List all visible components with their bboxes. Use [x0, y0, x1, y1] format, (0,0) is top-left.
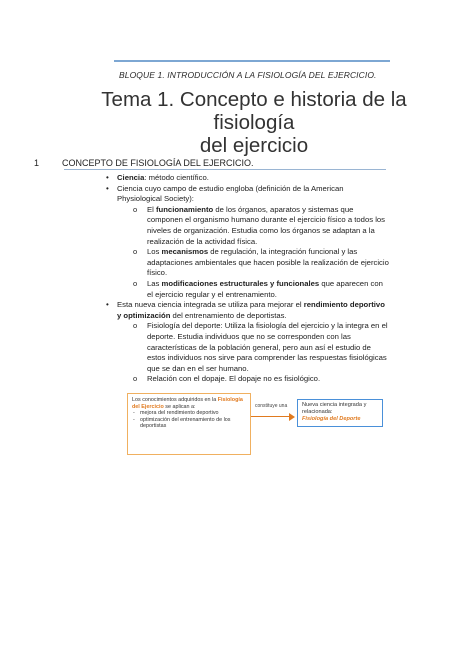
body-content	[0, 173, 474, 385]
sub-bullet-marker: o	[133, 374, 138, 384]
bullet-campo	[0, 184, 389, 205]
arrow-label: constituye una	[255, 403, 288, 409]
sub-bullet-marker: o	[133, 247, 138, 257]
bullet-ciencia	[0, 173, 389, 184]
sub-bullet-fisiologia-deporte	[0, 321, 389, 374]
section-rule	[64, 169, 386, 170]
section-heading	[34, 158, 254, 168]
sub2-bold: mecanismos	[161, 247, 209, 257]
dash-marker: -	[133, 410, 135, 417]
sub-bullet-marker: o	[133, 204, 138, 214]
sub4-text: Fisiología del deporte: Utiliza la fisiología del ejercicio y la integra en el deporte. Estudia individuos que no se corresponden con las características de la población general, pero aun así el estudio de estos individuos nos sirve para comprender las respuestas fisiológicas que se dan en el ser humano.	[147, 321, 388, 373]
nueva-bold: rendimiento deportivo y optimización	[117, 300, 385, 320]
bullet-dot: •	[106, 183, 109, 193]
bloque-header: BLOQUE 1. INTRODUCCIÓN A LA FISIOLOGÍA DEL EJERCICIO.	[119, 70, 377, 80]
left-item-text: optimización del entrenamiento de los deportistas	[140, 416, 231, 430]
diagram-left-box	[127, 393, 251, 455]
sub1-pre: El	[147, 204, 156, 214]
diagram-right-box	[297, 399, 383, 427]
section-number: 1	[34, 158, 40, 168]
sub3-pre: Las	[147, 278, 162, 288]
sub5-text: Relación con el dopaje. El dopaje no es fisiológico.	[147, 374, 321, 384]
left-highlight: Fisiología del Ejercicio	[132, 397, 243, 410]
sub-bullet-marker: o	[133, 278, 138, 288]
sub-bullet-dopaje	[0, 374, 389, 385]
title-line-2: del ejercicio	[199, 134, 309, 157]
section-title: CONCEPTO DE FISIOLOGÍA DEL EJERCICIO.	[62, 158, 254, 168]
diagram-arrow	[251, 403, 297, 425]
ciencia-rest: : método científico.	[144, 173, 209, 182]
left-intro: Los conocimientos adquiridos en la	[132, 397, 217, 403]
bullet-dot: •	[106, 173, 109, 182]
sub1-bold: funcionamiento	[155, 204, 214, 214]
left-item-text: mejora del rendimiento deportivo	[140, 410, 219, 417]
nueva-rest: del entrenamiento de deportistas.	[170, 310, 287, 320]
sub-bullet-funcionamiento	[0, 205, 389, 247]
dash-marker: -	[133, 416, 135, 423]
concept-diagram	[127, 393, 385, 458]
sub-bullet-mecanismos	[0, 247, 389, 279]
arrow-head-icon	[289, 413, 295, 421]
sub-bullet-modificaciones	[0, 279, 389, 300]
title-line-1: Tema 1. Concepto e historia de la fisiología	[101, 88, 407, 134]
ciencia-bold: Ciencia	[117, 173, 145, 182]
sub1-rest: de los órganos, aparatos y sistemas que componen el organismo humano durante el ejercicio físico a todos los niveles de organización. Estudia como los órganos se adaptan a la realización de la actividad física.	[147, 204, 386, 246]
left-item	[132, 410, 246, 417]
sub3-bold: modificaciones estructurales y funcionales	[161, 278, 320, 288]
page-title	[84, 88, 424, 157]
header-rule	[114, 60, 390, 62]
campo-text: Ciencia cuyo campo de estudio engloba (definición de la American Physiological Society):	[117, 183, 344, 204]
right-highlight: Fisiología del Deporte	[302, 415, 361, 422]
sub3-rest: que aparecen con el ejercicio regular y el entrenamiento.	[147, 278, 383, 299]
nueva-pre: Esta nueva ciencia integrada se utiliza para mejorar el	[117, 300, 304, 310]
left-item	[132, 417, 246, 430]
left-after: se aplican a:	[163, 403, 196, 410]
bullet-nueva-ciencia	[0, 300, 389, 321]
sub-bullet-marker: o	[133, 321, 138, 331]
left-box-heading	[132, 397, 246, 410]
right-box-text: Nueva ciencia integrada y relacionada:	[302, 402, 367, 415]
sub2-pre: Los	[147, 247, 162, 257]
sub2-rest: de regulación, la integración funcional y las adaptaciones ambientales que hacen posible la realización de ejercicio físico.	[147, 247, 389, 278]
bullet-dot: •	[106, 300, 109, 310]
arrow-line	[251, 416, 291, 417]
